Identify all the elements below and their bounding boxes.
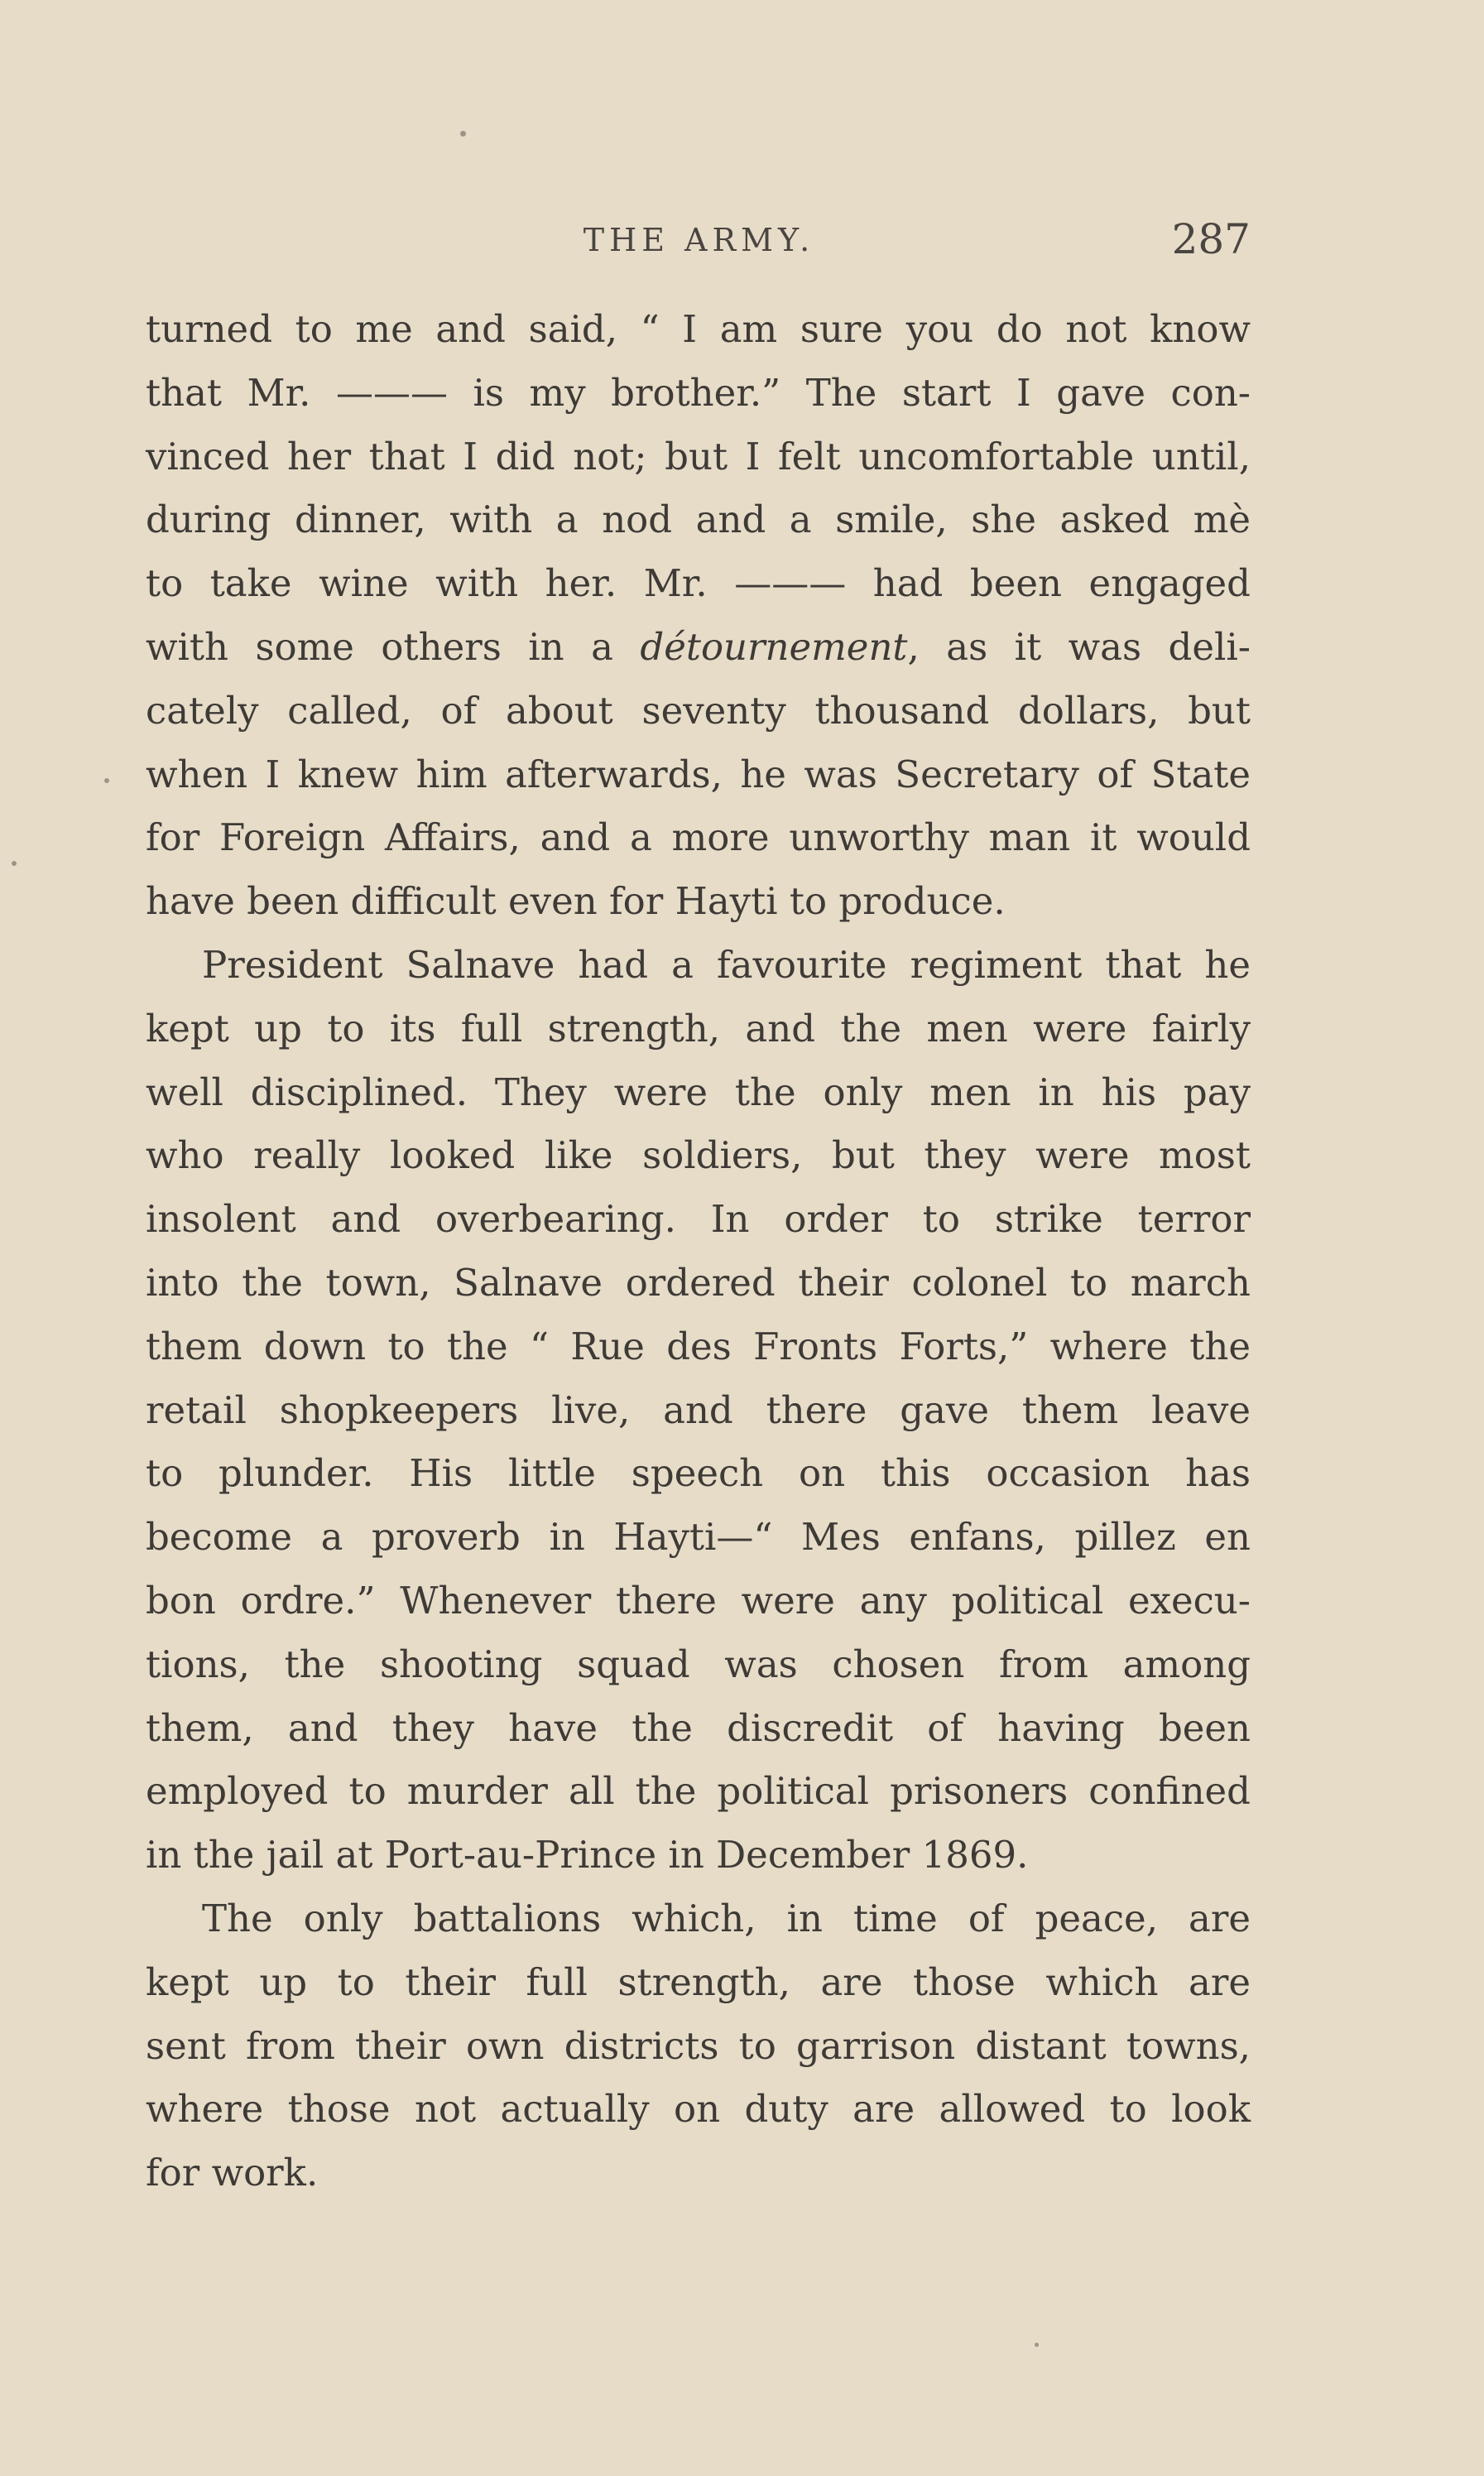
text-line: tions, the shooting squad was chosen from among bbox=[146, 1642, 1251, 1686]
text-line: employed to murder all the political prisoners confined bbox=[146, 1769, 1251, 1814]
text-line: into the town, Salnave ordered their colonel to march bbox=[146, 1260, 1251, 1305]
text-line: that Mr. ——— is my brother.” The start I gave con- bbox=[146, 370, 1251, 415]
text-line: sent from their own districts to garrison distant towns, bbox=[146, 2023, 1251, 2068]
running-head: THE ARMY. bbox=[583, 222, 815, 258]
paper-speck bbox=[12, 861, 17, 866]
paper-speck bbox=[104, 778, 109, 783]
text-line: when I knew him afterwards, he was Secretary of State bbox=[146, 752, 1251, 796]
text-line: The only battalions which, in time of peace, are bbox=[202, 1896, 1251, 1940]
page-header bbox=[147, 215, 1251, 265]
paper-speck bbox=[460, 131, 466, 137]
italic-term: détournement bbox=[640, 624, 908, 669]
text-line: President Salnave had a favourite regiment that he bbox=[202, 942, 1251, 987]
text-line: kept up to their full strength, are those which are bbox=[146, 1959, 1251, 2004]
paragraph-2 bbox=[146, 934, 1251, 1887]
text-line: retail shopkeepers live, and there gave them leave bbox=[146, 1387, 1251, 1432]
text-line: to plunder. His little speech on this occasion has bbox=[146, 1451, 1251, 1496]
text-line: them, and they have the discredit of having been bbox=[146, 1705, 1251, 1750]
text-line: them down to the “ Rue des Fronts Forts,” where the bbox=[146, 1324, 1251, 1368]
paragraph-1 bbox=[146, 298, 1251, 934]
text-line: during dinner, with a nod and a smile, she asked mè bbox=[146, 498, 1251, 542]
text-line: turned to me and said, “ I am sure you do not know bbox=[146, 307, 1251, 351]
text-line: to take wine with her. Mr. ——— had been engaged bbox=[146, 561, 1251, 606]
body-text bbox=[146, 298, 1251, 2205]
text-line: bon ordre.” Whenever there were any political execu- bbox=[146, 1578, 1251, 1623]
paper-speck bbox=[1035, 2343, 1039, 2347]
text-line: well disciplined. They were the only men in his pay bbox=[146, 1070, 1251, 1114]
text-line: insolent and overbearing. In order to strike terror bbox=[146, 1197, 1251, 1242]
paragraph-3 bbox=[146, 1887, 1251, 2205]
page-number: 287 bbox=[1171, 215, 1251, 263]
text-line: where those not actually on duty are allowed to look bbox=[146, 2087, 1251, 2132]
text-line: for work. bbox=[146, 2151, 319, 2195]
text-line: who really looked like soldiers, but they were most bbox=[146, 1133, 1251, 1178]
text-line: with some others in a détournement, as it was deli- bbox=[146, 624, 1251, 669]
text-line: in the jail at Port-au-Prince in December 1869. bbox=[146, 1833, 1029, 1877]
text-line: for Foreign Affairs, and a more unworthy man it would bbox=[146, 815, 1251, 860]
text-line: have been difficult even for Hayti to produce. bbox=[146, 879, 1006, 924]
text-line: become a proverb in Hayti—“ Mes enfans, pillez en bbox=[146, 1515, 1251, 1560]
text-line: cately called, of about seventy thousand dollars, but bbox=[146, 688, 1251, 733]
text-line: vinced her that I did not; but I felt uncomfortable until, bbox=[146, 434, 1251, 478]
text-line: kept up to its full strength, and the men were fairly bbox=[146, 1006, 1251, 1050]
